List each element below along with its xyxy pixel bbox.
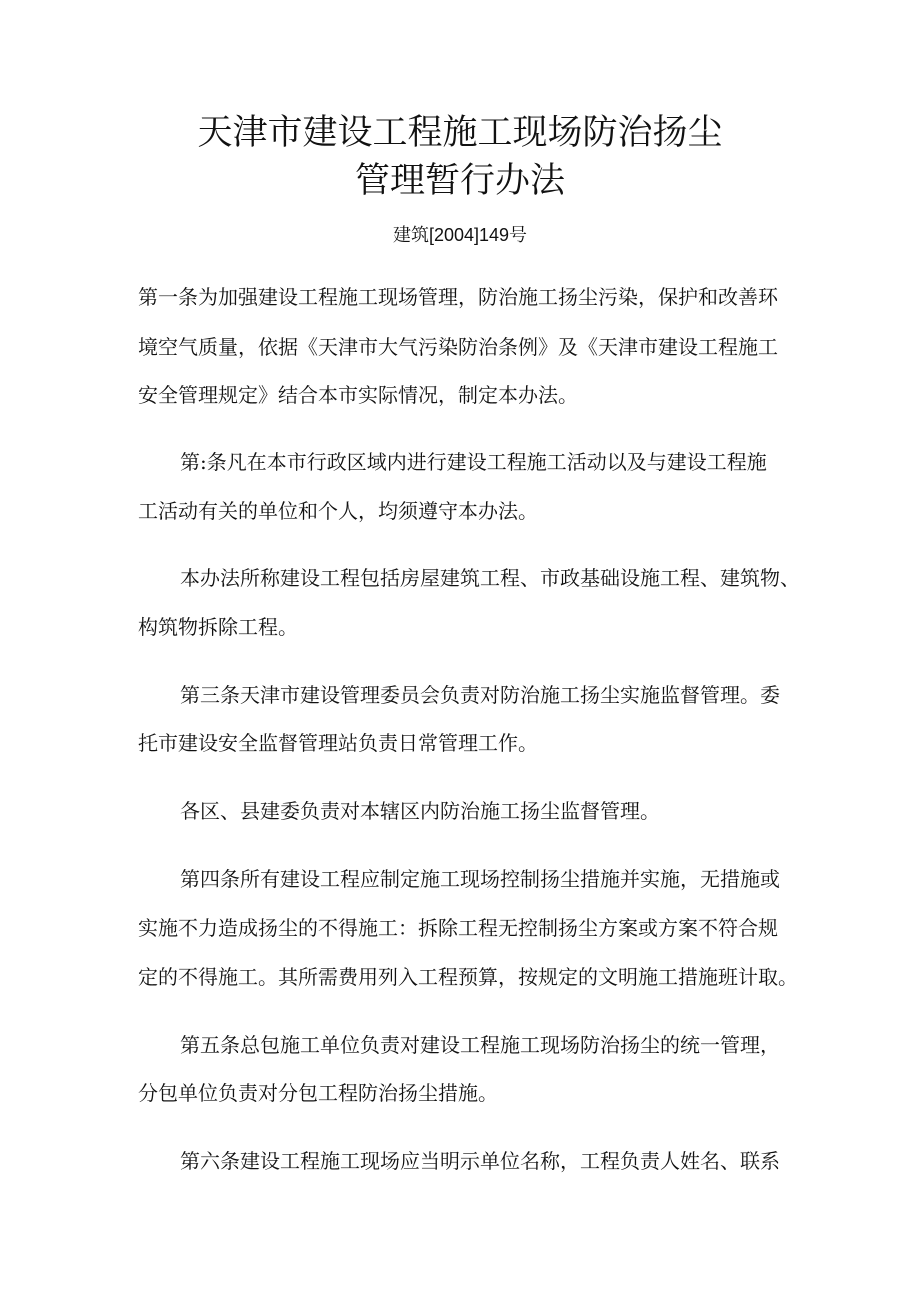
article-1-line-1: 第一条为加强建设工程施工现场管理，防治施工扬尘污染，保护和改善环 xyxy=(138,285,778,309)
article-3-line-1: 第三条天津市建设管理委员会负责对防治施工扬尘实施监督管理。委 xyxy=(180,683,780,707)
article-5-line-2: 分包单位负责对分包工程防治扬尘措施。 xyxy=(138,1081,498,1105)
document-number: 建筑[2004]149号 xyxy=(392,225,528,245)
article-1-line-2: 境空气质量，依据《天津市大气污染防治条例》及《天津市建设工程施工 xyxy=(138,335,778,359)
article-2-line-1: 第:条凡在本市行政区域内进行建设工程施工活动以及与建设工程施 xyxy=(180,450,767,474)
article-3-para-2-line-1: 各区、县建委负责对本辖区内防治施工扬尘监督管理。 xyxy=(180,799,660,823)
article-2-para-2-line-1: 本办法所称建设工程包括房屋建筑工程、市政基础设施工程、建筑物、 xyxy=(180,566,800,590)
article-1-line-3: 安全管理规定》结合本市实际情况，制定本办法。 xyxy=(138,383,578,407)
article-4-line-2: 实施不力造成扬尘的不得施工：拆除工程无控制扬尘方案或方案不符合规 xyxy=(138,916,778,940)
document-title-line-2: 管理暂行办法 xyxy=(354,161,565,201)
document-title-line-1: 天津市建设工程施工现场防治扬尘 xyxy=(197,113,723,153)
article-5-line-1: 第五条总包施工单位负责对建设工程施工现场防治扬尘的统一管理， xyxy=(180,1033,780,1057)
article-4-line-1: 第四条所有建设工程应制定施工现场控制扬尘措施并实施，无措施或 xyxy=(180,867,780,891)
article-2-para-2-line-2: 构筑物拆除工程。 xyxy=(138,615,298,639)
article-2-line-2: 工活动有关的单位和个人，均须遵守本办法。 xyxy=(138,499,538,523)
article-4-line-3: 定的不得施工。其所需费用列入工程预算，按规定的文明施工措施班计取。 xyxy=(138,965,798,989)
article-3-line-2: 托市建设安全监督管理站负责日常管理工作。 xyxy=(138,731,538,755)
article-6-line-1: 第六条建设工程施工现场应当明示单位名称，工程负责人姓名、联系 xyxy=(180,1149,780,1173)
